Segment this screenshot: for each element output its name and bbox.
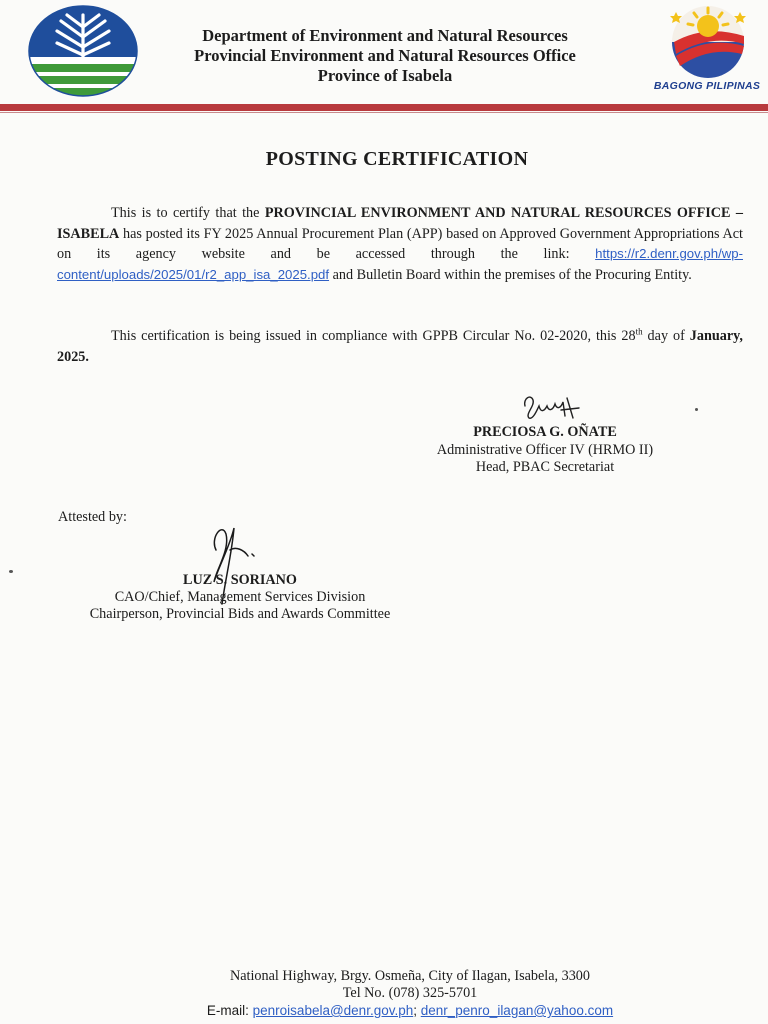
app-link[interactable]: https://r2.denr.gov.ph/wp-content/uploads/2025/01/r2_app_isa_2025.pdf xyxy=(57,246,743,282)
header-line-department: Department of Environment and Natural Resources xyxy=(202,26,568,45)
certification-paragraph xyxy=(57,203,743,285)
document-title: POSTING CERTIFICATION xyxy=(265,148,529,170)
scan-speck xyxy=(695,408,698,411)
signature-icon xyxy=(515,388,595,426)
signatory-position: Administrative Officer IV (HRMO II) xyxy=(436,441,654,458)
attester-role: Chairperson, Provincial Bids and Awards Committee xyxy=(89,606,391,622)
footer-address: National Highway, Brgy. Osmeña, City of Ilagan, Isabela, 3300 xyxy=(230,968,590,984)
header-divider xyxy=(0,104,768,111)
footer-telephone: Tel No. (078) 325-5701 xyxy=(342,985,478,1001)
signatory-preparer xyxy=(410,424,680,477)
p2-date: January, 2025. xyxy=(57,328,743,365)
footer-contact xyxy=(130,968,690,1019)
header-divider-thin xyxy=(0,112,768,113)
bagong-pilipinas-label: BAGONG PILIPINAS xyxy=(653,80,761,92)
p2-text: This certification is being issued in compliance with GPPB Circular No. 02-2020, this 28 xyxy=(111,328,636,344)
header-line-office: Provincial Environment and Natural Resources Office xyxy=(194,46,576,65)
email-separator: ; xyxy=(413,1003,421,1018)
footer-email-line xyxy=(130,1002,690,1019)
signatory-name: PRECIOSA G. OÑATE xyxy=(473,424,617,440)
email-link-denr[interactable]: penroisabela@denr.gov.ph xyxy=(252,1003,414,1018)
email-link-yahoo[interactable]: denr_penro_ilagan@yahoo.com xyxy=(420,1003,614,1018)
p2-day-of: day of xyxy=(642,328,690,344)
signatory-attester xyxy=(40,572,440,623)
attester-name: LUZ S. SORIANO xyxy=(183,572,297,588)
p1-closing: and Bulletin Board within the premises of the Procuring Entity. xyxy=(329,266,692,283)
header-line-province: Province of Isabela xyxy=(317,66,453,85)
denr-logo-icon xyxy=(27,5,139,97)
attested-label: Attested by: xyxy=(58,509,127,525)
p1-body: has posted its FY 2025 Annual Procurement Plan (APP) based on Approved Government Appropriations Act on its agency website and be accessed through the link: xyxy=(57,225,743,262)
attester-position: CAO/Chief, Management Services Division xyxy=(114,589,366,605)
email-label: E-mail: xyxy=(206,1003,253,1018)
agency-header xyxy=(140,26,630,86)
p2-ordinal: th xyxy=(635,326,643,337)
compliance-paragraph xyxy=(57,326,743,367)
p1-intro: This is to certify that the xyxy=(111,205,265,221)
scan-speck xyxy=(9,570,13,573)
signatory-role: Head, PBAC Secretariat xyxy=(475,459,615,475)
p1-office-name: PROVINCIAL ENVIRONMENT AND NATURAL RESOURCES OFFICE – ISABELA xyxy=(57,205,743,242)
